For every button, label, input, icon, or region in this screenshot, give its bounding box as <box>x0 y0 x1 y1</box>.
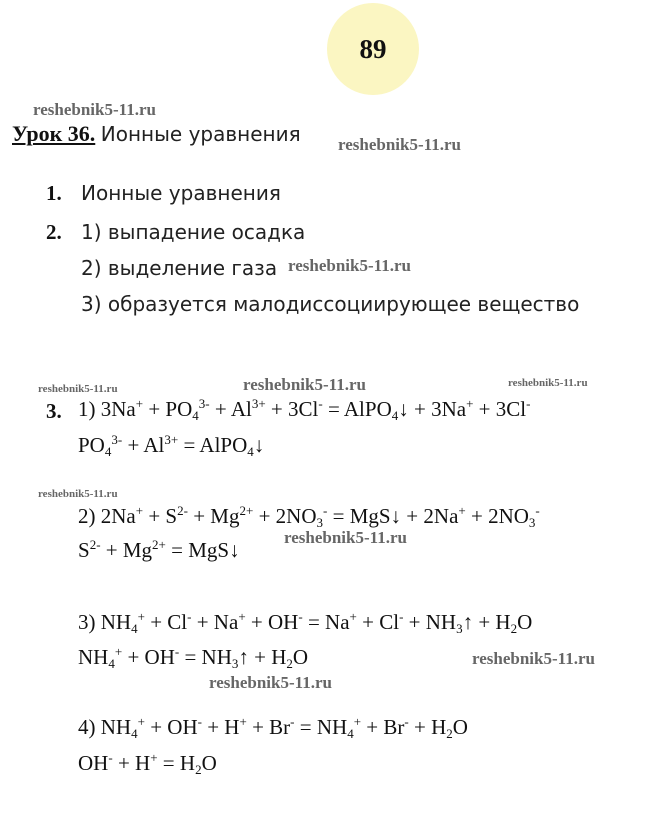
equation-1-full: 1) $3Na^+ + PO_4^{3-} + Al^{3+} + 3Cl^-$ = AlPO$_4$↓ + 3Na+ + 3Cl- <box>78 396 531 423</box>
equation-4-full: 4) $NH_4^+ + OH^- + H^+ + Br^- = NH_4^+ + Br^- + H_2O$ <box>78 714 468 741</box>
equation-3-full: 3) $NH_4^+ + Cl^- + Na^+ + OH^- = Na^+ + Cl^-$ + $NH_3↑ + H_2O$ <box>78 609 533 636</box>
equation-1-short: $PO_4^{3-} + Al^{3+}$ = AlPO$_4$↓ <box>78 432 265 459</box>
watermark: reshebnik5-11.ru <box>284 528 407 547</box>
watermark: reshebnik5-11.ru <box>209 673 332 692</box>
lesson-label: Урок 36. <box>12 121 96 146</box>
watermark: reshebnik5-11.ru <box>38 488 118 500</box>
lesson-title: Ионные уравнения <box>100 122 301 146</box>
list-item: 3) образуется малодиссоциирующее вещество <box>81 292 580 316</box>
watermark: reshebnik5-11.ru <box>288 256 411 275</box>
equation-2-full: 2) $2Na^+ + S^{2-} + Mg^{2+} + 2NO_3^-$ = MgS↓ + $2Na^+ + 2NO_3^-$ <box>78 503 540 530</box>
answer-number: 3. <box>46 399 62 423</box>
watermark: reshebnik5-11.ru <box>508 377 588 389</box>
watermark: reshebnik5-11.ru <box>33 100 156 119</box>
answer-number: 2. <box>46 220 62 244</box>
equation-4-short: $OH^- + H^+ = H_2O$ <box>78 750 217 777</box>
watermark: reshebnik5-11.ru <box>338 135 461 154</box>
answer-text: Ионные уравнения <box>81 181 281 205</box>
list-item: 1) выпадение осадка <box>81 220 306 244</box>
watermark: reshebnik5-11.ru <box>38 383 118 395</box>
equation-2-short: $S^{2-} + Mg^{2+}$ = MgS↓ <box>78 537 240 562</box>
watermark: reshebnik5-11.ru <box>472 649 595 668</box>
page-number: 89 <box>359 34 387 64</box>
watermark: reshebnik5-11.ru <box>243 375 366 394</box>
answer-number: 1. <box>46 181 62 205</box>
lesson-heading <box>12 121 301 147</box>
equation-3-short: $NH_4^+ + OH^-$ = $NH_3↑ + H_2O$ <box>78 644 309 671</box>
list-item: 2) выделение газа <box>81 256 278 280</box>
